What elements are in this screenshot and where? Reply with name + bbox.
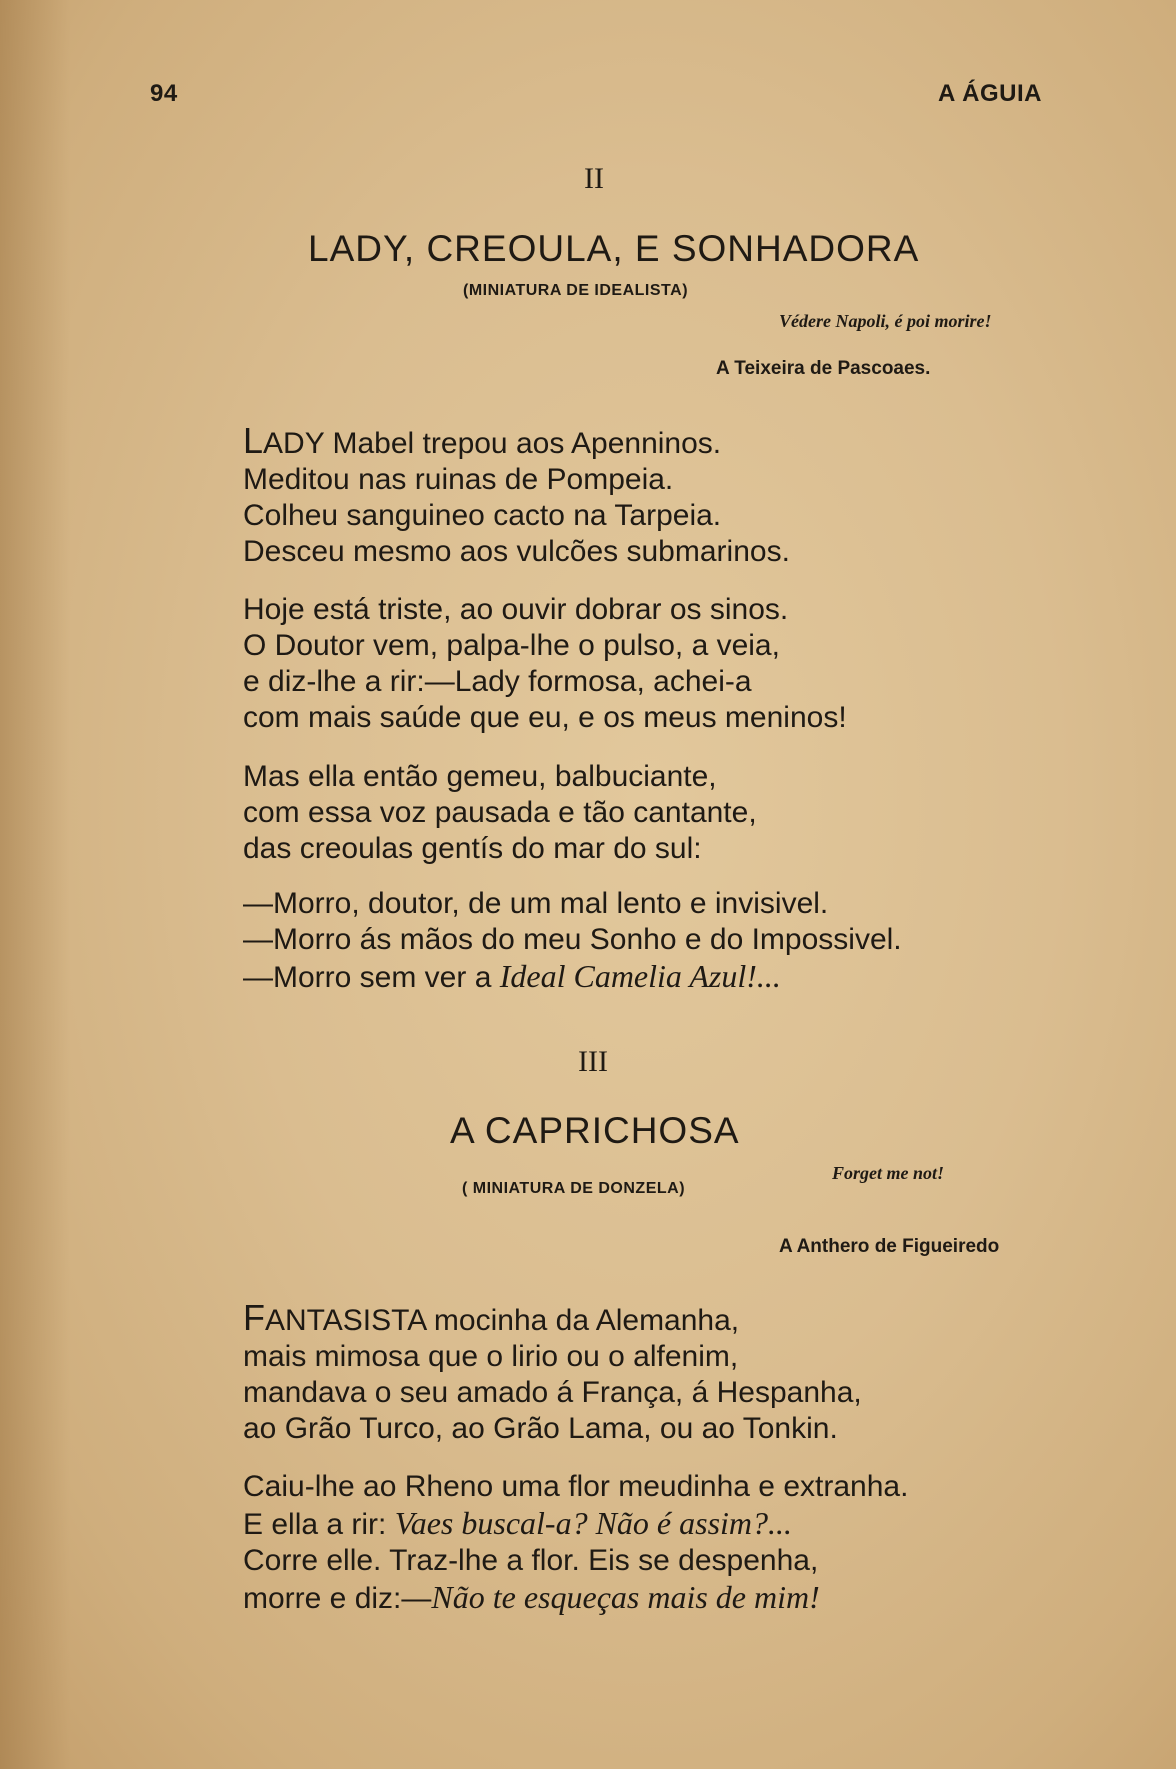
verse-line: LADY Mabel trepou aos Apenninos. — [243, 420, 722, 461]
stanza-3-1 — [243, 1297, 862, 1447]
verse-line: morre e diz:—Não te esqueças mais de mim! — [243, 1579, 820, 1615]
stanza-2-3 — [243, 759, 757, 867]
verse-line: e diz-lhe a rir:—Lady formosa, achei-a — [243, 665, 752, 698]
running-title: A ÁGUIA — [938, 80, 1042, 107]
stanza-2-4 — [243, 886, 902, 996]
verse-line: com mais saúde que eu, e os meus meninos! — [243, 701, 847, 734]
verse-line: —Morro ás mãos do meu Sonho e do Impossivel. — [243, 923, 902, 956]
verse-line: O Doutor vem, palpa-lhe o pulso, a veia, — [243, 629, 780, 662]
poem-title-3: A CAPRICHOSA — [450, 1110, 740, 1151]
stanza-2-1 — [243, 420, 790, 570]
verse-line: Desceu mesmo aos vulcões submarinos. — [243, 535, 790, 568]
poem-subtitle-3: ( MINIATURA DE DONZELA) — [462, 1180, 686, 1197]
dedication-3: A Anthero de Figueiredo — [779, 1236, 1000, 1257]
poem-subtitle-2: (MINIATURA DE IDEALISTA) — [463, 282, 689, 299]
verse-line: Caiu-lhe ao Rheno uma flor meudinha e extranha. — [243, 1470, 909, 1503]
verse-line: Corre elle. Traz-lhe a flor. Eis se despenha, — [243, 1544, 819, 1577]
drop-cap: F — [243, 1297, 265, 1338]
stanza-2-2 — [243, 592, 847, 736]
drop-cap: L — [243, 420, 264, 461]
page-number: 94 — [150, 80, 178, 107]
verse-line: —Morro sem ver a Ideal Camelia Azul!... — [243, 958, 781, 994]
epigraph-3: Forget me not! — [832, 1163, 945, 1183]
page-edge-shadow — [0, 0, 70, 1769]
verse-line: FANTASISTA mocinha da Alemanha, — [243, 1297, 740, 1338]
verse-line: Hoje está triste, ao ouvir dobrar os sinos. — [243, 593, 789, 626]
verse-line: das creoulas gentís do mar do sul: — [243, 832, 702, 865]
verse-line: mais mimosa que o lirio ou o alfenim, — [243, 1340, 739, 1373]
section-number-2: II — [584, 162, 604, 195]
verse-line: com essa voz pausada e tão cantante, — [243, 796, 757, 829]
poem-title-2: LADY, CREOULA, E SONHADORA — [308, 228, 920, 269]
verse-line: mandava o seu amado á França, á Hespanha, — [243, 1376, 862, 1409]
section-number-3: III — [578, 1045, 608, 1078]
verse-line: ao Grão Turco, ao Grão Lama, ou ao Tonkin. — [243, 1412, 838, 1445]
verse-line: Mas ella então gemeu, balbuciante, — [243, 760, 717, 793]
verse-line: E ella a rir: Vaes buscal-a? Não é assim?... — [243, 1505, 793, 1541]
verse-line: Meditou nas ruinas de Pompeia. — [243, 463, 674, 496]
verse-line: Colheu sanguineo cacto na Tarpeia. — [243, 499, 722, 532]
stanza-3-2 — [243, 1469, 908, 1617]
verse-line: —Morro, doutor, de um mal lento e invisivel. — [243, 887, 829, 920]
dedication-2: A Teixeira de Pascoaes. — [716, 358, 931, 379]
epigraph-2: Védere Napoli, é poi morire! — [779, 311, 992, 331]
